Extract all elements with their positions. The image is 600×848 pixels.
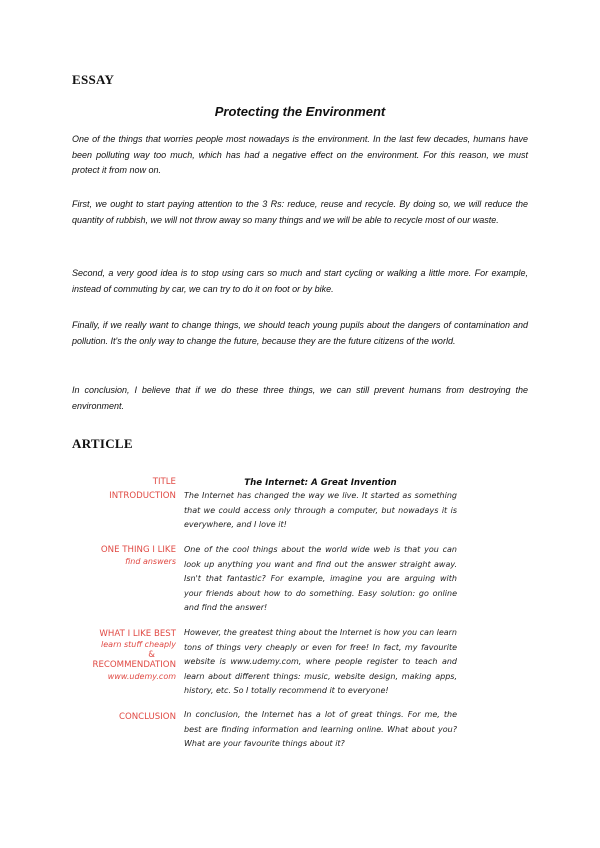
label-conclusion: CONCLUSION: [118, 712, 176, 722]
essay-heading: ESSAY: [72, 72, 115, 87]
label-title: TITLE: [152, 477, 176, 487]
ampersand: &: [148, 650, 155, 660]
conclusion-text: In conclusion, the Internet has a lot of great things. For me, the best are finding information and learning online. What about you? What are your favourite things about it?: [184, 710, 457, 748]
essay-paragraph-1: One of the things that worries people most nowadays is the environment. In the last few decades, humans have been polluting way too much, which has had a negative effect on the environment. For this reason, we must protect it from now on.: [72, 134, 528, 175]
label-introduction: INTRODUCTION: [109, 491, 176, 501]
introduction-text: The Internet has changed the way we live. It started as something that we could access only through a computer, but nowadays it is everywhere, and I love it!: [184, 491, 457, 529]
label-recommendation: RECOMMENDATION: [92, 660, 176, 670]
label-one-thing-i-like: ONE THING I LIKE: [100, 545, 176, 555]
article-title: The Internet: A Great Invention: [244, 478, 397, 488]
label-what-i-like-best: WHAT I LIKE BEST: [99, 629, 176, 639]
essay-paragraph-3: Second, a very good idea is to stop using cars so much and start cycling or walking a little more. For example, instead of commuting by car, we can try to do it on foot or by bike.: [72, 268, 528, 294]
one-thing-i-like-text: One of the cool things about the world wide web is that you can look up anything you want and find out the answer straight away. Isn't that fantastic? For example, imagine you are arguing with your friends about how to do something. Easy solution: go online and find the answer!: [184, 545, 457, 612]
essay-paragraph-2: First, we ought to start paying attention to the 3 Rs: reduce, reuse and recycle. By doing so, we will reduce the quantity of rubbish, we will not throw away so many things and we will be able to recycle most of our waste.: [72, 199, 528, 225]
sublabel-find-answers: find answers: [125, 557, 176, 566]
essay-title: Protecting the Environment: [214, 104, 386, 119]
essay-paragraph-5: In conclusion, I believe that if we do these three things, we can still prevent humans from destroying the environment.: [72, 385, 528, 411]
article-heading: ARTICLE: [72, 436, 133, 451]
sublabel-learn-stuff-cheaply: learn stuff cheaply: [101, 640, 176, 649]
sublabel-udemy-website: www.udemy.com: [107, 672, 176, 681]
what-i-like-best-text: However, the greatest thing about the Internet is how you can learn tons of things very cheaply or even for free! In fact, my favourite website is www.udemy.com, where people register to teach and learn about different things: music, website design, making apps, history, etc. So I totally recommend it to everyone!: [184, 628, 457, 695]
essay-paragraph-4: Finally, if we really want to change things, we should teach young pupils about the dangers of contamination and pollution. It's the only way to change the future, because they are the future citizens of the world.: [72, 320, 528, 346]
